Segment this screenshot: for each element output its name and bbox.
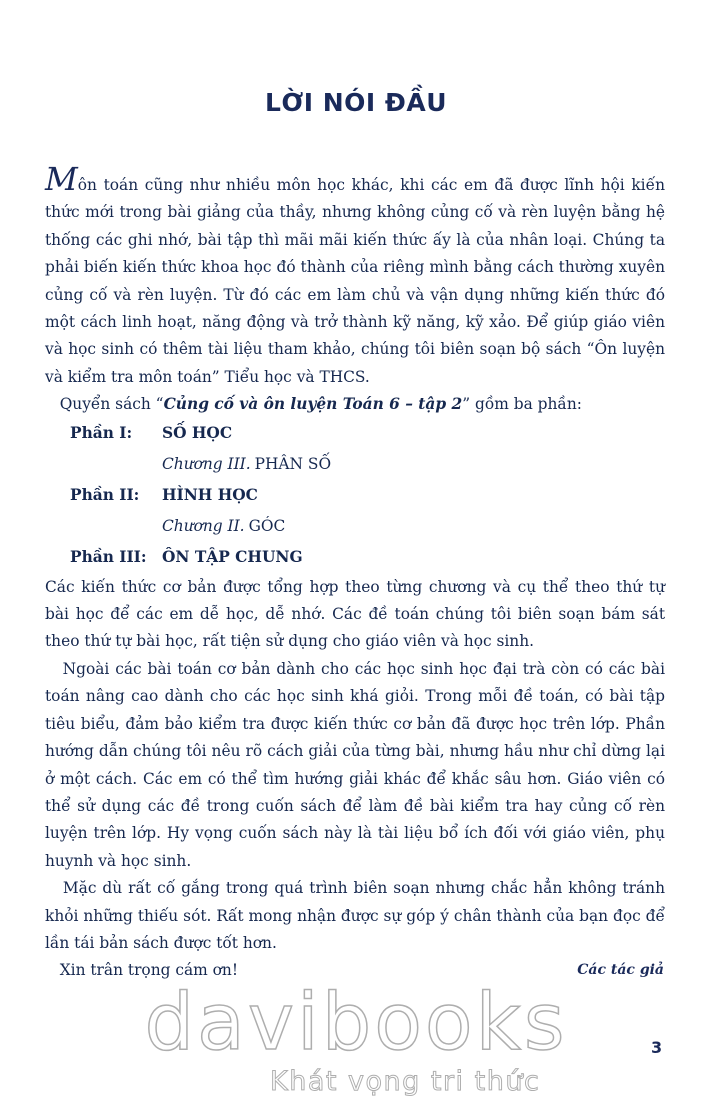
page-title: LỜI NÓI ĐẦU (264, 88, 448, 117)
paragraph-content-text: Ngoài các bài toán cơ bản dành cho các học sinh học đại trà còn có các bài toán nâng cao dành cho các học sinh khá giỏi. Trong mỗi đề toán, có bài tập tiêu biểu, đảm bảo kiểm tra được kiến thức cơ bản đã được học trên lớp. Phần hướng dẫn chúng tôi nêu rõ cách giải của từng bài, nhưng hầu như chỉ dừng lại ở một cách. Các em có thể tìm hướng giải khác để khắc sâu hơn. Giáo viên có thể sử dụng các đề trong cuốn sách để làm đề bài kiểm tra hay củng cố rèn luyện trên lớp. Hy vọng cuốn sách này là tài liệu bổ ích đối với giáo viên, phụ huynh và học sinh. (45, 659, 665, 870)
part-1-chapter-prefix: Chương III. (162, 455, 251, 474)
part-1-label: Phần I: (70, 424, 133, 443)
signature: Các tác giả (577, 962, 664, 978)
paragraph-apology-text: Mặc dù rất cố gắng trong quá trình biên soạn nhưng chắc hẳn không tránh khỏi những thiếu sót. Rất mong nhận được sự góp ý chân thành của bạn đọc để lần tái bản sách được tốt hơn. (45, 879, 665, 952)
part-2-label: Phần II: (70, 486, 140, 505)
paragraph-structure: Các kiến thức cơ bản được tổng hợp theo từng chương và cụ thể theo thứ tự bài học để các em dễ học, dễ nhớ. Các đề toán chúng tôi biên soạn bám sát theo thứ tự bài học, rất tiện sử dụng cho giáo viên và học sinh. (45, 577, 665, 651)
part-2 (45, 481, 665, 512)
part-2-chapter-name: GÓC (248, 517, 286, 536)
part-3 (45, 543, 665, 574)
watermark-brand: davibooks (144, 978, 568, 1068)
part-1-chapter-name: PHÂN SỐ (254, 455, 332, 474)
paragraph-apology (45, 875, 665, 957)
part-3-label: Phần III: (70, 548, 147, 567)
book-intro-after: ” gồm ba phần: (462, 395, 582, 414)
parts-list (45, 419, 665, 574)
book-title: Củng cố và ôn luyện Toán 6 – tập 2 (163, 395, 463, 414)
part-2-name: HÌNH HỌC (162, 486, 258, 505)
paragraph-book-intro (45, 391, 665, 418)
part-2-chapter (162, 512, 665, 543)
preface-body (45, 160, 665, 985)
watermark-tagline: Khát vọng tri thức (270, 1066, 541, 1097)
part-1-name: SỐ HỌC (162, 424, 233, 443)
part-2-chapter-prefix: Chương II. (162, 517, 245, 536)
paragraph-intro: Môn toán cũng như nhiều môn học khác, khi các em đã được lĩnh hội kiến thức mới trong bài giảng của thầy, nhưng không củng cố và rèn luyện bằng hệ thống các ghi nhớ, bài tập thì mãi mãi kiến thức ấy là của nhân loại. Chúng ta phải biến kiến thức khoa học đó thành của riêng mình bằng cách thường xuyên củng cố và rèn luyện. Từ đó các em làm chủ và vận dụng những kiến thức đó một cách linh hoạt, năng động và trở thành kỹ năng, kỹ xảo. Để giúp giáo viên và học sinh có thêm tài liệu tham khảo, chúng tôi biên soạn bộ sách “Ôn luyện và kiểm tra môn toán” Tiểu học và THCS. (45, 160, 665, 386)
paragraph-thanks-text: Xin trân trọng cám ơn! (59, 961, 239, 980)
page-number: 3 (651, 1038, 663, 1057)
part-1-chapter (162, 450, 665, 481)
book-intro-before: Quyển sách “ (59, 395, 164, 414)
part-3-name: ÔN TẬP CHUNG (162, 548, 303, 567)
paragraph-content (45, 656, 665, 875)
part-1 (45, 419, 665, 450)
